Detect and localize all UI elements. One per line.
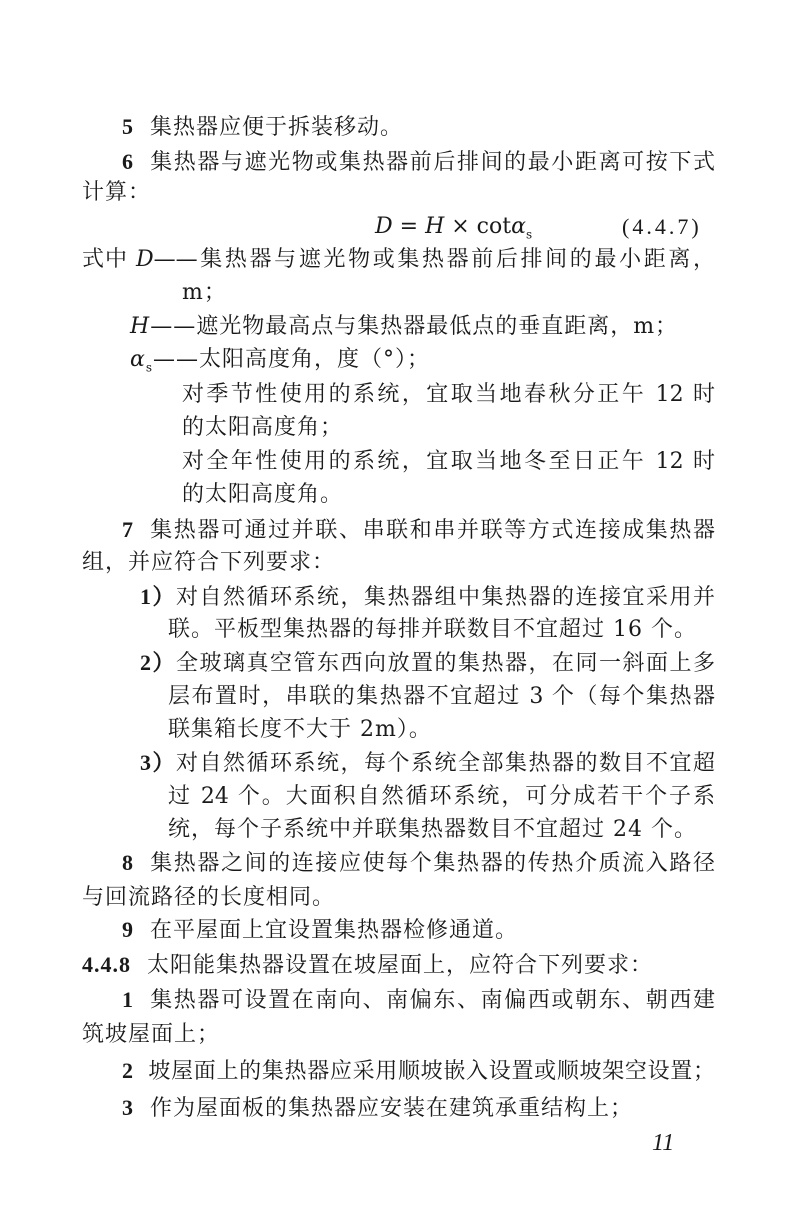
formula-number: (4.4.7) xyxy=(622,214,702,239)
symbol-sub: s xyxy=(145,360,154,375)
dash: —— xyxy=(153,347,200,372)
symbol: α xyxy=(130,347,146,372)
clause-7-continuation: 组，并应符合下列要求： xyxy=(82,550,336,575)
clause-5 xyxy=(122,114,403,141)
subitem-number: 2） xyxy=(140,650,176,675)
formula-alpha: α xyxy=(511,214,526,239)
section-text: 太阳能集热器设置在坡屋面上，应符合下列要求： xyxy=(147,953,654,978)
def-d-continuation: m； xyxy=(182,280,227,305)
symbol: D xyxy=(136,247,154,272)
section-item-1-continuation: 筑坡屋面上； xyxy=(82,1022,221,1047)
subitem-text: 统，每个子系统中并联集热器数目不宜超过 24 个。 xyxy=(168,817,697,842)
clause-text: 在平屋面上宜设置集热器检修通道。 xyxy=(150,918,519,943)
section-item-1 xyxy=(122,987,715,1014)
clause-number: 2 xyxy=(122,1058,133,1083)
subitem-number: 1） xyxy=(140,584,176,609)
clause-8 xyxy=(122,850,715,877)
clause-text: 作为屋面板的集热器应安装在建筑承重结构上； xyxy=(150,1096,634,1121)
clause-number: 1 xyxy=(122,987,133,1012)
clause-6-continuation: 计算： xyxy=(82,180,152,205)
def-note: 的太阳高度角。 xyxy=(182,482,344,507)
subitem-text: 全玻璃真空管东西向放置的集热器，在同一斜面上多 xyxy=(176,651,715,676)
clause-text: 集热器与遮光物或集热器前后排间的最小距离可按下式 xyxy=(150,150,715,175)
dash: —— xyxy=(153,247,198,272)
clause-text: 集热器可设置在南向、南偏东、南偏西或朝东、朝西建 xyxy=(150,988,715,1013)
clause-number: 5 xyxy=(122,114,134,139)
subitem-text: 层布置时，串联的集热器不宜超过 3 个（每个集热器 xyxy=(168,684,715,709)
section-number: 4.4.8 xyxy=(82,952,131,977)
section-item-2 xyxy=(122,1058,715,1085)
clause-6 xyxy=(122,149,715,176)
formula xyxy=(375,214,532,247)
def-alpha xyxy=(130,347,430,380)
clause-text: 集热器之间的连接应使每个集热器的传热介质流入路径 xyxy=(150,851,715,876)
formula-sub: s xyxy=(525,227,533,242)
page-number: 11 xyxy=(652,1130,675,1156)
def-note: 的太阳高度角； xyxy=(182,415,344,440)
subitem-3 xyxy=(140,750,715,777)
subitem-text: 过 24 个。大面积自然循环系统，可分成若干个子系 xyxy=(168,784,715,809)
def-d xyxy=(136,247,715,273)
clause-text: 集热器可通过并联、串联和串并联等方式连接成集热器 xyxy=(150,518,715,543)
subitem-text: 对自然循环系统，每个系统全部集热器的数目不宜超 xyxy=(176,751,715,776)
subitem-text: 对自然循环系统，集热器组中集热器的连接宜采用并 xyxy=(176,585,715,610)
symbol: H xyxy=(130,314,151,339)
clause-text: 集热器应便于拆装移动。 xyxy=(150,115,404,140)
def-note: 对季节性使用的系统，宜取当地春秋分正午 12 时 xyxy=(182,382,715,407)
def-h xyxy=(130,314,678,340)
formula-cot: × cot xyxy=(444,214,512,239)
subitem-2 xyxy=(140,650,715,677)
formula-eq: = xyxy=(392,214,426,239)
clause-7 xyxy=(122,517,715,544)
formula-d: D xyxy=(375,214,393,239)
section-4-4-8 xyxy=(82,952,653,979)
def-text: 遮光物最高点与集热器最低点的垂直距离，m； xyxy=(196,314,679,339)
clause-number: 8 xyxy=(122,850,133,875)
subitem-number: 3） xyxy=(140,750,176,775)
clause-9 xyxy=(122,917,518,944)
where-label: 式中 xyxy=(82,247,129,272)
formula-h: H xyxy=(425,214,445,239)
def-text: 集热器与遮光物或集热器前后排间的最小距离， xyxy=(197,247,715,272)
clause-number: 7 xyxy=(122,517,133,542)
subitem-text: 联集箱长度不大于 2m）。 xyxy=(168,717,432,742)
def-text: 太阳高度角，度（°）； xyxy=(199,347,431,372)
subitem-1 xyxy=(140,584,715,611)
subitem-text: 联。平板型集热器的每排并联数目不宜超过 16 个。 xyxy=(168,617,697,642)
clause-text: 坡屋面上的集热器应采用顺坡嵌入设置或顺坡架空设置； xyxy=(148,1059,715,1084)
clause-number: 3 xyxy=(122,1095,134,1120)
clause-8-continuation: 与回流路径的长度相同。 xyxy=(82,885,336,910)
dash: —— xyxy=(150,314,197,339)
section-item-3 xyxy=(122,1095,633,1122)
clause-number: 9 xyxy=(122,917,134,942)
clause-number: 6 xyxy=(122,149,133,174)
def-note: 对全年性使用的系统，宜取当地冬至日正午 12 时 xyxy=(182,449,715,474)
